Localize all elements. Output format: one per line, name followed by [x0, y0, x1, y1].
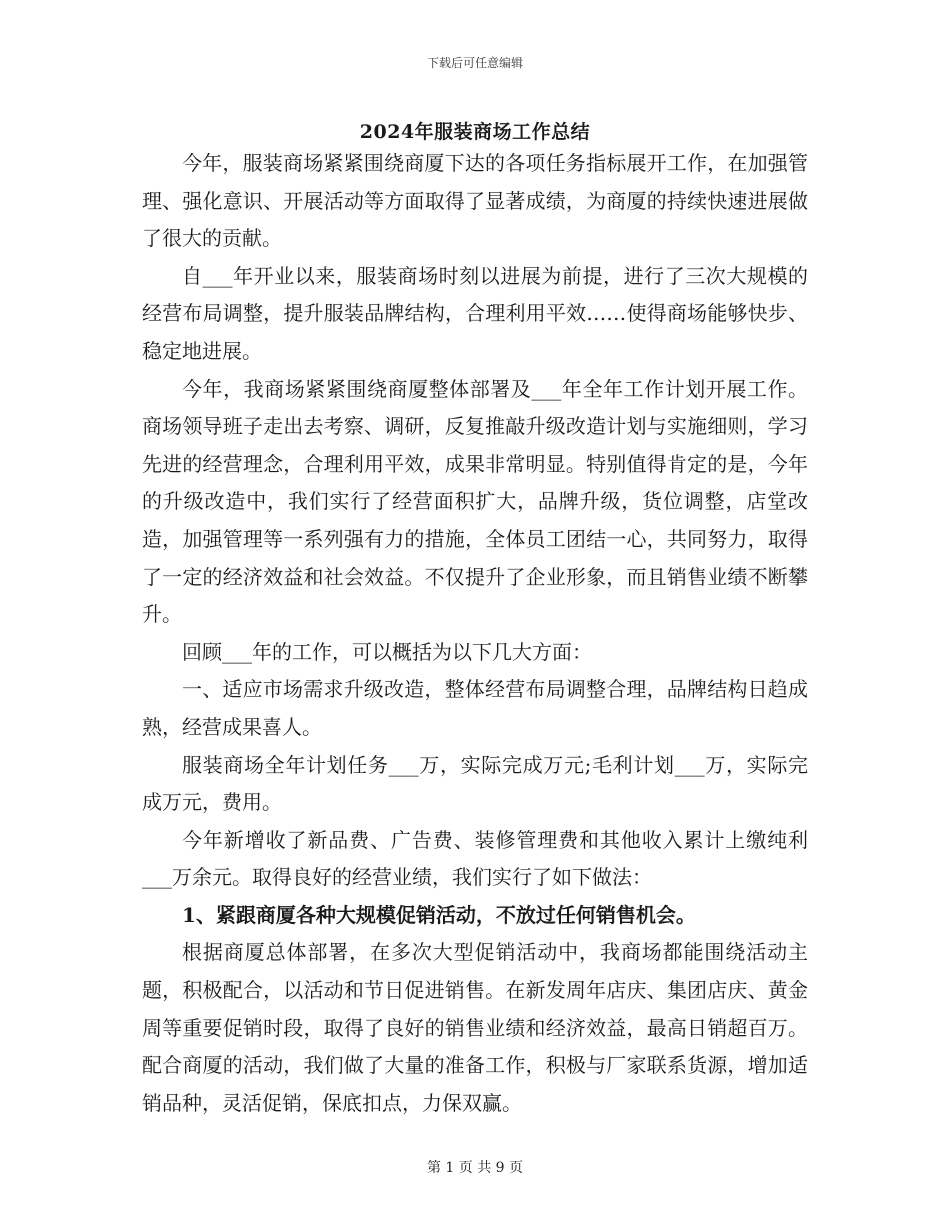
paragraph: 今年，服装商场紧紧围绕商厦下达的各项任务指标展开工作，在加强管理、强化意识、开展活动等方面取得了显著成绩，为商厦的持续快速进展做了很大的贡献。	[142, 151, 808, 251]
page-header: 下载后可任意编辑	[426, 56, 523, 70]
subsection-heading: 1、紧跟商厦各种大规模促销活动，不放过任何销售机会。	[182, 902, 696, 927]
paragraph: 根据商厦总体部署，在多次大型促销活动中，我商场都能围绕活动主题，积极配合，以活动和节日促进销售。在新发周年店庆、集团店庆、黄金周等重要促销时段，取得了良好的销售业绩和经济效益，最高日销超百万。配合商厦的活动，我们做了大量的准备工作，积极与厂家联系货源，增加适销品种，灵活促销，保底扣点，力保双赢。	[142, 940, 808, 1115]
document-title: 2024年服装商场工作总结	[359, 121, 591, 143]
page-footer: 第 1 页 共 9 页	[426, 1160, 524, 1176]
paragraph: 回顾___年的工作，可以概括为以下几大方面：	[182, 639, 592, 664]
paragraph: 服装商场全年计划任务___万，实际完成万元;毛利计划___万，实际完成万元，费用。	[142, 752, 808, 815]
paragraph: 今年新增收了新品费、广告费、装修管理费和其他收入累计上缴纯利___万余元。取得良好的经营业绩，我们实行了如下做法：	[142, 827, 808, 890]
paragraph: 今年，我商场紧紧围绕商厦整体部署及___年全年工作计划开展工作。商场领导班子走出去考察、调研，反复推敲升级改造计划与实施细则，学习先进的经营理念，合理利用平效，成果非常明显。特别值得肯定的是，今年的升级改造中，我们实行了经营面积扩大，品牌升级，货位调整，店堂改造，加强管理等一系列强有力的措施，全体员工团结一心，共同努力，取得了一定的经济效益和社会效益。不仅提升了企业形象，而且销售业绩不断攀升。	[142, 376, 808, 627]
document-body	[142, 145, 808, 1122]
section-heading: 一、适应市场需求升级改造，整体经营布局调整合理，品牌结构日趋成熟，经营成果喜人。	[142, 677, 808, 739]
paragraph: 自___年开业以来，服装商场时刻以进展为前提，进行了三次大规模的经营布局调整，提升服装品牌结构，合理利用平效……使得商场能够快步、稳定地进展。	[142, 263, 808, 363]
